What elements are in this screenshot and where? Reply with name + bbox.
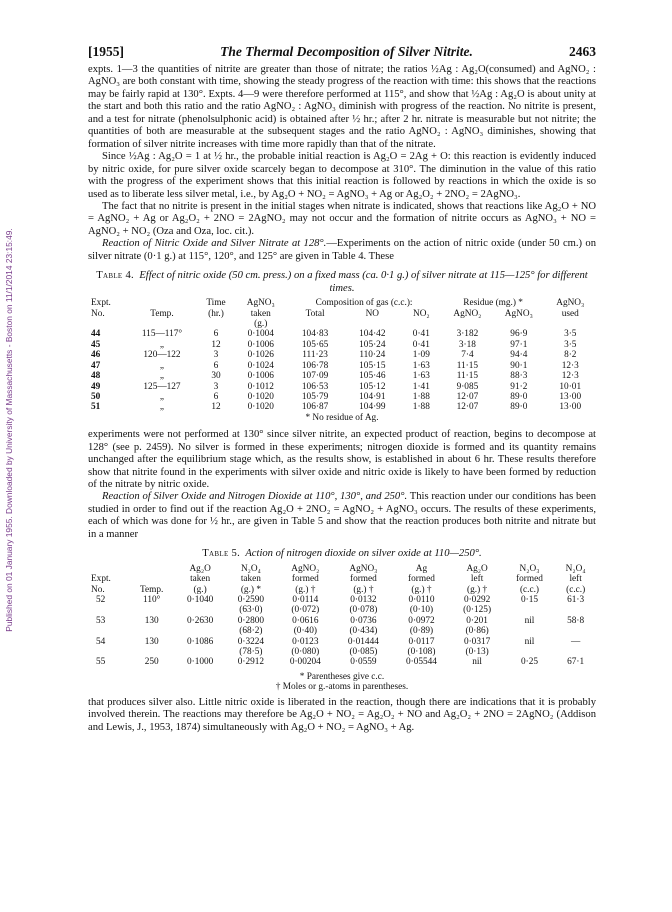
table-cell: 0·1086: [186, 636, 214, 647]
paragraph-3: The fact that no nitrite is present in the initial stages when nitrate is indicated, shows that reactions like Ag₂O + NO = AgNO₂ + Ag or Ag₂O₂ + 2NO = 2AgNO₂ may not occur and the formation of nitrite occurs as AgNO₃ + NO = AgNO₂ + NO₂ (Oza and Oza, loc. cit.).: [88, 200, 596, 237]
header-title: The Thermal Decomposition of Silver Nitrite.: [220, 44, 473, 59]
table-cell: 105·24: [359, 339, 386, 350]
table-cell: 0·00204: [289, 657, 321, 668]
table-cell: 0·1006: [247, 339, 274, 350]
table-row: [88, 350, 596, 360]
table-row: [88, 657, 596, 667]
table-cell: 10·01: [559, 381, 582, 392]
table-cell: 11·15: [456, 371, 479, 382]
table-cell: 12: [211, 402, 221, 413]
table-cell: 111·23: [302, 350, 328, 361]
table-cell: 106·53: [301, 381, 329, 392]
table-row: [88, 595, 596, 605]
table-cell: 44: [91, 329, 101, 340]
table-row: [88, 637, 596, 647]
table-cell: 105·12: [359, 381, 386, 392]
table-5-caption: [88, 548, 596, 561]
table-cell: 1·88: [412, 402, 430, 413]
table-cell: 0·05544: [405, 657, 437, 668]
th5-c4a: AgNO₃: [349, 563, 378, 574]
th-gas: Composition of gas (c.c.):: [315, 298, 413, 309]
table-cell: „: [159, 371, 165, 382]
table-cell: 0·0972: [408, 615, 435, 626]
table-cell: 3: [213, 350, 219, 361]
table-cell: 0·0114: [292, 595, 319, 606]
th5-c3c: (g.) †: [295, 584, 316, 595]
table-5-header-row-1: [88, 564, 596, 574]
table-cell: 0·2630: [186, 615, 214, 626]
table-cell: 105·79: [301, 391, 329, 402]
table-cell: 12·3: [561, 360, 579, 371]
table-cell: 13·00: [559, 391, 582, 402]
table-cell: „: [159, 360, 165, 371]
table-cell: „: [159, 391, 165, 402]
table-cell: 105·46: [359, 371, 386, 382]
th5-c2a: N₂O₄: [240, 563, 261, 574]
paragraph-4-text: —Experiments on the action of nitric oxide (under 50 cm.) on silver nitrate (0·1 g.) at 115°, 120°, and 125° are given in Table 4. These: [88, 238, 596, 262]
th5-temp: Temp.: [140, 584, 164, 595]
table-4-title: Effect of nitric oxide (50 cm. press.) on a fixed mass (ca. 0·1 g.) of silver nitrate at 115—125° for different times.: [139, 270, 588, 294]
table-cell: 0·0292: [463, 595, 491, 606]
section-heading-nitric-oxide: Reaction of Nitric Oxide and Silver Nitrate at 128°.: [102, 238, 327, 250]
table-4-label: Table 4.: [96, 270, 135, 282]
th-no2: NO₂: [412, 308, 430, 319]
table-4-header-row-3: [88, 319, 596, 329]
table-cell: 90·1: [510, 360, 528, 371]
th5-c1c: (g.): [193, 584, 207, 595]
table-cell: 0·0110: [408, 595, 435, 606]
table-cell: 0·1012: [247, 381, 274, 392]
th-used-a: AgNO₃: [556, 298, 585, 309]
table-cell: 0·0616: [292, 615, 319, 626]
table-cell: 0·0117: [408, 636, 435, 647]
table-cell: 3·5: [564, 329, 577, 340]
table-cell-paren: (0·86): [465, 626, 489, 637]
table-5-header-row-3: [88, 585, 596, 595]
table-cell-paren: (0·434): [349, 626, 378, 637]
table-5: [88, 564, 596, 672]
table-cell-paren: (0·13): [465, 647, 489, 658]
table-row: [88, 340, 596, 350]
page-number: 2463: [569, 44, 596, 59]
table-cell: 51: [91, 402, 101, 413]
table-cell: 0·25: [520, 657, 539, 668]
table-cell: „: [159, 339, 165, 350]
th5-expt: Expt.: [91, 574, 111, 585]
table-cell: 12·3: [561, 371, 579, 382]
table-cell: 52: [96, 595, 106, 606]
table-cell-paren: (0·125): [463, 605, 492, 616]
table-cell: 53: [96, 615, 106, 626]
th5-c7b: formed: [516, 574, 543, 585]
table-cell: 61·3: [567, 595, 585, 606]
paragraph-6-text: This reaction under our conditions has been studied in order to find out if the reaction Ag₂O + 2NO₂ = AgNO₂ + AgNO₃ occurs. The results of these experiments, each of which was done for ½ hr., are given in Table 5 and show that the reaction produces both nitrite and nitrate but in a manner: [88, 491, 597, 540]
table-cell: 0·0132: [350, 595, 377, 606]
journal-page: [88, 44, 596, 734]
table-row: [88, 382, 596, 392]
th5-c6b: left: [470, 574, 484, 585]
table-cell: 120—122: [143, 350, 181, 361]
table-subrow: [88, 626, 596, 636]
table-cell: 49: [91, 381, 101, 392]
table-5-body: [88, 595, 596, 672]
paragraph-6: [88, 491, 596, 541]
table-cell: 54: [96, 636, 106, 647]
table-cell-paren: (78·5): [239, 647, 263, 658]
table-cell: 97·1: [510, 339, 528, 350]
table-cell-paren: (0·40): [293, 626, 317, 637]
table-cell: 6: [213, 360, 219, 371]
table-cell: 1·09: [412, 350, 430, 361]
table-cell: 3·18: [458, 339, 476, 350]
table-cell: 12·07: [456, 391, 479, 402]
running-header: [88, 44, 596, 60]
table-cell: 96·9: [510, 329, 528, 340]
th5-c4b: formed: [349, 574, 377, 585]
table-cell: 1·41: [412, 381, 430, 392]
table-cell: 89·0: [510, 391, 528, 402]
table-cell-paren: (68·2): [239, 626, 263, 637]
table-row: [88, 371, 596, 381]
table-cell-paren: (0·085): [349, 647, 378, 658]
table-cell: 104·42: [359, 329, 386, 340]
table-cell: 13·00: [559, 402, 582, 413]
table-5-header-row-2: [88, 574, 596, 584]
table-cell: 88·3: [510, 371, 528, 382]
table-cell: 1·63: [412, 360, 430, 371]
table-cell: 106·78: [301, 360, 329, 371]
table-cell: 0·2590: [237, 595, 265, 606]
th5-c3a: AgNO₂: [291, 563, 320, 574]
th5-c5b: formed: [408, 574, 435, 585]
table-cell: 7·4: [461, 350, 474, 361]
table-row: [88, 616, 596, 626]
table-cell-paren: (0·10): [409, 605, 434, 616]
table-cell: 1·63: [412, 371, 430, 382]
table-cell: 0·15: [520, 595, 539, 606]
table-cell: 125—127: [143, 381, 181, 392]
th-residue-agno3: AgNO₃: [504, 308, 533, 319]
table-cell: 50: [91, 391, 101, 402]
table-cell: 250: [144, 657, 159, 668]
table-cell: 47: [91, 360, 101, 371]
table-cell: 0·201: [466, 615, 488, 626]
paragraph-5: experiments were not performed at 130° since silver nitrite, an expected product of reaction, begins to decompose at 128° (see p. 2459). No silver is formed in these experiments; nitrogen dioxide is formed and its quantity remains unchanged after the equilibrium stage which, as the results show, is established in about 6 hr. These results therefore show that nitrite found in the experiments with silver oxide and nitric oxide is likely to have been formed by reduction of the nitrate by nitric oxide.: [88, 429, 596, 491]
th5-c1b: taken: [190, 574, 211, 585]
table-cell: nil: [524, 636, 535, 647]
table-cell: 9·085: [456, 381, 479, 392]
table-cell: 45: [91, 339, 101, 350]
th-total: Total: [305, 308, 325, 319]
table-cell: 0·0736: [350, 615, 377, 626]
table-cell: 0·0559: [350, 657, 377, 668]
table-cell: 0·1020: [247, 391, 274, 402]
table-4-body: [88, 329, 596, 412]
th-time-unit: (hr.): [208, 308, 224, 319]
table-cell: 67·1: [567, 657, 585, 668]
table-subrow: [88, 647, 596, 657]
th5-no: No.: [91, 584, 105, 595]
th-temp: Temp.: [150, 308, 174, 319]
th5-c8c: (c.c.): [566, 584, 586, 595]
table-cell: 0·1026: [247, 350, 274, 361]
table-4-caption: [88, 270, 596, 295]
paragraph-1: expts. 1—3 the quantities of nitrite are greater than those of nitrate; the ratios ½Ag : Ag₂O(consumed) and AgNO₂ : AgNO₃ are both constant with time, showing the steady progress of the reaction with time: this shows that the reactions may be fairly rapid at 130°. Expts. 4—9 were therefore performed at 115°, and show that ½Ag : Ag₂O is about unity at the start and both this ratio and the ratio AgNO₂ : AgNO₃ diminish with progress of the reaction. No nitrite is present, and a test for nitrate (phenolsulphonic acid) is obtained after ½ hr.; after 2 hr. nitrate is measurable but not nitrite; the quantities of both are measurable at the subsequent stages and the ratio AgNO₂ : AgNO₃ diminishes, showing that formation of silver nitrite increases with time more rapidly than that of the nitrate.: [88, 64, 596, 150]
th5-c5c: (g.) †: [411, 584, 432, 595]
th5-c3b: formed: [291, 574, 319, 585]
table-cell-paren: (0·108): [407, 647, 436, 658]
table-row: [88, 392, 596, 402]
table-cell: 0·2800: [237, 615, 265, 626]
table-cell: nil: [472, 657, 483, 668]
table-row: [88, 329, 596, 339]
th5-c8b: left: [569, 574, 582, 585]
table-cell: 48: [91, 371, 101, 382]
table-4-header-row-2: [88, 309, 596, 319]
table-row: [88, 402, 596, 412]
th5-c2c: (g.) *: [240, 584, 261, 595]
table-4-footnote: * No residue of Ag.: [305, 412, 379, 423]
table-cell: 105·65: [301, 339, 329, 350]
th-expt: Expt.: [91, 298, 111, 309]
table-5-footnote-2: † Moles or g.-atoms in parentheses.: [275, 682, 409, 693]
th5-c6a: Ag₂O: [466, 563, 488, 574]
th5-c7a: N₂O₃: [519, 563, 540, 574]
table-cell: 8·2: [564, 350, 577, 361]
table-cell: 58·8: [567, 615, 585, 626]
header-year: [1955]: [88, 44, 124, 59]
table-cell: 1·88: [412, 391, 430, 402]
table-5-title: Action of nitrogen dioxide on silver oxide at 110—250°.: [245, 548, 482, 560]
table-cell: 11·15: [456, 360, 479, 371]
table-5-label: Table 5.: [202, 548, 241, 560]
table-row: [88, 361, 596, 371]
th-used-b: used: [561, 308, 579, 319]
th5-c5a: Ag: [415, 563, 428, 574]
table-cell: 115—117°: [141, 329, 183, 340]
table-cell: 0·41: [412, 339, 430, 350]
table-cell-paren: (0·078): [349, 605, 378, 616]
table-cell: 0·1024: [247, 360, 274, 371]
table-cell: nil: [524, 615, 535, 626]
table-cell: 0·3224: [237, 636, 265, 647]
th5-c6c: (g.) †: [467, 584, 488, 595]
th5-c1a: Ag₂O: [189, 563, 211, 574]
table-cell: 130: [144, 636, 159, 647]
th5-c4c: (g.) †: [353, 584, 374, 595]
paragraph-2: Since ½Ag : Ag₂O = 1 at ½ hr., the probable initial reaction is Ag₂O = 2Ag + O: this reaction is evidently induced by nitric oxide, for pure silver oxide scarcely began to decompose at 310°. The diminution in the value of this ratio with the progress of the experiment shows that this initial reaction is followed by reactions in which the oxide is so used as to liberate less silver metal, i.e., by Ag₂O + NO₂ = AgNO₃ + Ag or Ag₂O₂ + 2NO₂ = 2AgNO₃.: [88, 151, 596, 200]
table-cell: 6: [213, 329, 219, 340]
table-cell: 46: [91, 350, 101, 361]
th-time: Time: [206, 298, 226, 309]
table-subrow: [88, 605, 596, 615]
table-cell: 0·0123: [292, 636, 319, 647]
table-cell: 0·1020: [247, 402, 274, 413]
paragraph-4: [88, 238, 596, 263]
table-cell: 6: [213, 391, 219, 402]
table-cell: „: [159, 402, 165, 413]
download-notice: Published on 01 January 1955. Downloaded by University of Massachusetts - Boston on 11/1/2014 23:15:49.: [4, 228, 14, 632]
th-taken-unit: (g.): [254, 319, 268, 330]
table-cell: 89·0: [510, 402, 528, 413]
table-cell: 130: [144, 615, 159, 626]
th5-c8a: N₂O₄: [565, 563, 586, 574]
table-cell: 0·01444: [347, 636, 379, 647]
table-4-header-row-1: [88, 298, 596, 308]
table-cell: 104·83: [301, 329, 329, 340]
table-5-footnote-1: * Parentheses give c.c.: [299, 671, 385, 682]
table-cell: 91·2: [510, 381, 528, 392]
table-cell-paren: (0·89): [409, 626, 434, 637]
table-cell: 110·24: [359, 350, 386, 361]
table-cell: 3·5: [564, 339, 577, 350]
table-cell: —: [570, 636, 581, 647]
th-no: No.: [91, 308, 105, 319]
th5-c2b: taken: [240, 574, 261, 585]
table-cell: 0·1000: [186, 657, 214, 668]
table-cell: 12·07: [456, 402, 479, 413]
th-taken: taken: [250, 308, 271, 319]
th-residue: Residue (mg.) *: [463, 298, 523, 309]
table-cell: 107·09: [301, 371, 329, 382]
table-4: [88, 298, 596, 412]
th-agno3: AgNO₃: [246, 298, 275, 309]
table-cell: 104·99: [359, 402, 386, 413]
section-heading-silver-oxide: Reaction of Silver Oxide and Nitrogen Dioxide at 110°, 130°, and 250°.: [102, 491, 408, 503]
table-cell: 3·182: [456, 329, 479, 340]
table-cell-paren: (0·072): [291, 605, 320, 616]
th-no-gas: NO: [365, 308, 380, 319]
paragraph-7: that produces silver also. Little nitric oxide is liberated in the reaction, though there are indications that it is probably involved therein. The reactions may therefore be Ag₂O + NO₂ = Ag₂O₂ + NO and Ag₂O₂ + 2NO = 2AgNO₂ (Addison and Lewis, J., 1953, 1874) simultaneously with Ag₂O + NO₂ = AgNO₃ + Ag.: [88, 696, 596, 733]
table-cell-paren: (63·0): [239, 605, 263, 616]
table-cell: 12: [211, 339, 221, 350]
table-cell: 30: [211, 371, 221, 382]
download-sidebar: [2, 100, 16, 760]
table-cell: 0·2912: [237, 657, 265, 668]
table-cell: 55: [96, 657, 106, 668]
table-cell: 3: [213, 381, 219, 392]
th-residue-agno2: AgNO₂: [453, 308, 482, 319]
table-cell: 0·1040: [186, 595, 214, 606]
table-cell: 94·4: [510, 350, 528, 361]
table-cell-paren: (0·080): [291, 647, 320, 658]
table-cell: 106·87: [301, 402, 329, 413]
table-cell: 110°: [143, 595, 161, 606]
table-cell: 0·41: [412, 329, 430, 340]
table-cell: 0·1004: [247, 329, 274, 340]
table-cell: 104·91: [359, 391, 386, 402]
table-cell: 0·1006: [247, 371, 274, 382]
th5-c7c: (c.c.): [519, 584, 540, 595]
table-cell: 105·15: [359, 360, 386, 371]
table-cell: 0·0317: [463, 636, 491, 647]
